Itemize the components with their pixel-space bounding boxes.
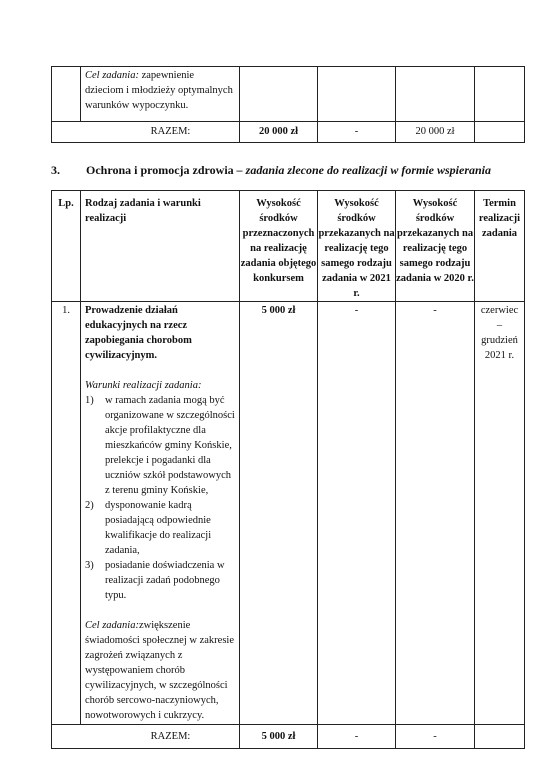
- goal-text: zwiększenie świadomości społecznej w zakresie zagrożeń związanych z występowaniem chorób cywilizacyjnych, w szczególności chorób sercowo-naczyniowych, nowotworowych i cukrzycy.: [85, 620, 234, 721]
- task-title: Prowadzenie działań edukacyjnych na rzecz zapobiegania chorobom cywilizacyjnym.: [85, 305, 192, 361]
- table-row: [52, 67, 525, 122]
- total-amount-2021: -: [318, 122, 396, 143]
- total-label: RAZEM:: [52, 725, 240, 749]
- total-label: RAZEM:: [52, 122, 240, 143]
- total-funds-2021: -: [318, 725, 396, 749]
- total-term: [475, 725, 525, 749]
- header-lp: Lp.: [52, 191, 81, 302]
- total-funds-konkurs: 5 000 zł: [240, 725, 318, 749]
- total-row: [52, 122, 525, 143]
- row-term: czerwiec – grudzień 2021 r.: [475, 302, 525, 725]
- row-funds-konkurs: 5 000 zł: [240, 302, 318, 725]
- table-row: [52, 302, 525, 725]
- row-funds-2020: -: [396, 302, 475, 725]
- previous-task-table: [51, 66, 525, 143]
- lp-cell: [52, 67, 81, 122]
- row-goal: [85, 618, 235, 723]
- total-funds-2020: -: [396, 725, 475, 749]
- conditions-label: Warunki realizacji zadania:: [85, 380, 202, 391]
- total-row: [52, 725, 525, 749]
- header-term: Termin realizacji zadania: [475, 191, 525, 302]
- total-term: [475, 122, 525, 143]
- header-kind: Rodzaj zadania i warunki realizacji: [81, 191, 240, 302]
- goal-text: zapewnienie dzieciom i młodzieży optymalnych warunków wypoczynku.: [85, 70, 233, 111]
- row-funds-2021: -: [318, 302, 396, 725]
- section-heading: [51, 163, 524, 178]
- list-item: 3) posiadanie doświadczenia w realizacji zadań podobnego typu.: [85, 560, 225, 601]
- header-funds-2021: Wysokość środków przekazanych na realizację tego samego rodzaju zadania w 2021 r.: [318, 191, 396, 302]
- section-number: 3.: [51, 163, 60, 177]
- row-lp: 1.: [52, 302, 81, 725]
- conditions-list: [85, 393, 235, 603]
- list-item: 2) dysponowanie kadrą posiadającą odpowiednie kwalifikacje do realizacji zadania,: [85, 500, 212, 556]
- total-amount-2020: 20 000 zł: [396, 122, 475, 143]
- row-task-cell: [81, 302, 240, 725]
- section-subtitle: – zadania zlecone do realizacji w formie wspierania: [233, 163, 492, 177]
- total-amount-konkurs: 20 000 zł: [240, 122, 318, 143]
- header-funds-2020: Wysokość środków przekazanych na realizację tego samego rodzaju zadania w 2020 r.: [396, 191, 475, 302]
- tasks-table: [51, 190, 525, 749]
- task-goal-cell: [81, 67, 240, 122]
- goal-label: Cel zadania:: [85, 70, 139, 81]
- goal-label: Cel zadania:: [85, 620, 139, 631]
- header-row: [52, 191, 525, 302]
- list-item: 1) w ramach zadania mogą być organizowane w szczególności akcje profilaktyczne dla mieszkańców gminy Końskie, prelekcje i pogadanki dla uczniów szkół podstawowych z terenu gminy Końskie,: [85, 395, 235, 496]
- section-title: Ochrona i promocja zdrowia: [86, 163, 234, 177]
- header-funds-konkurs: Wysokość środków przeznaczonych na realizację zadania objętego konkursem: [240, 191, 318, 302]
